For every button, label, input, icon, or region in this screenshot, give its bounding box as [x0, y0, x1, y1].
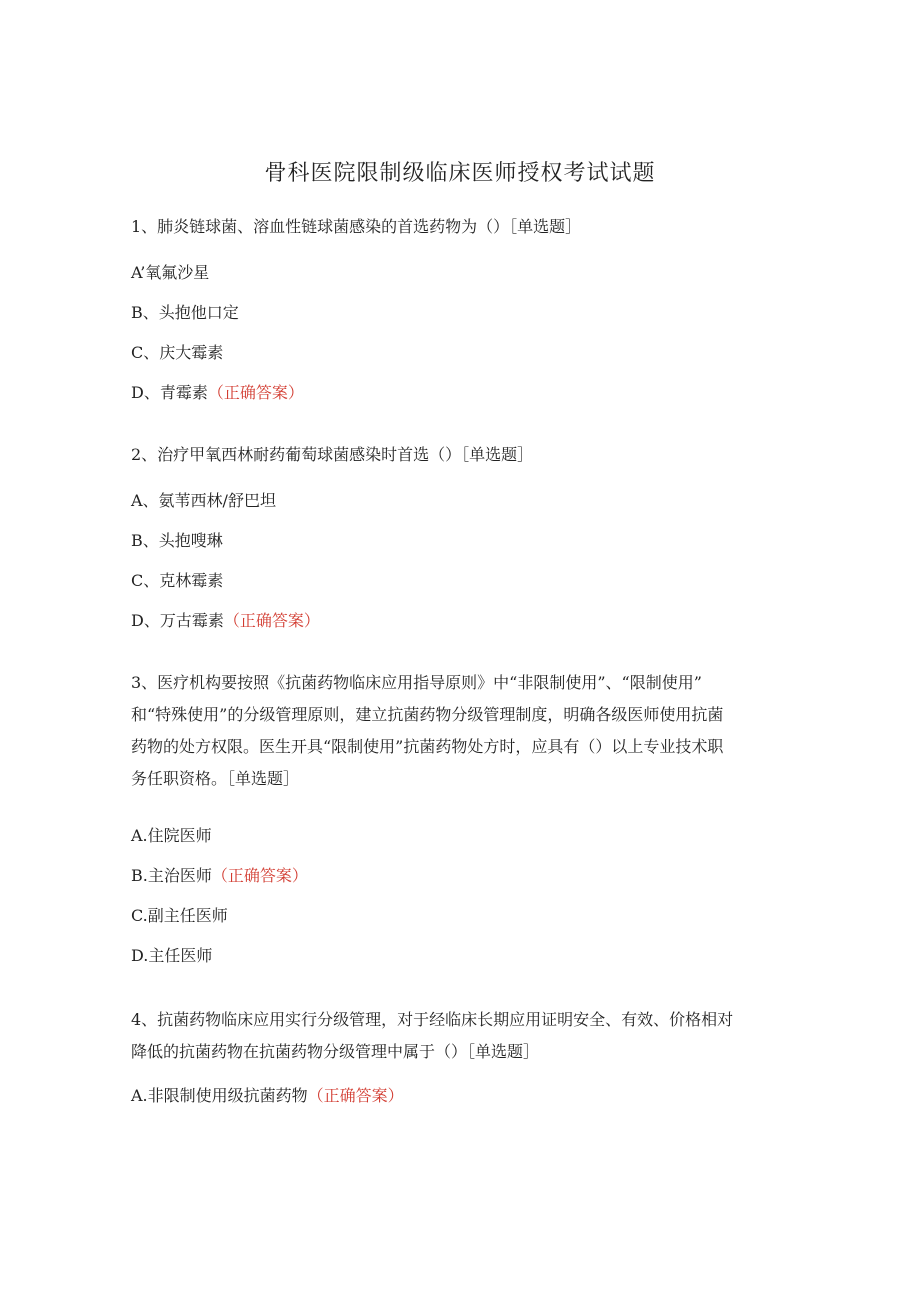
- question-3: [131, 667, 781, 795]
- question-3-line-3: 药物的处方权限。医生开具“限制使用”抗菌药物处方时，应具有（）以上专业技术职: [131, 737, 724, 756]
- question-3-line-4: 务任职资格。［单选题］: [131, 769, 300, 788]
- question-1-option-c: C、庆大霉素: [131, 343, 224, 362]
- question-3-option-a: A.住院医师: [131, 826, 212, 845]
- question-2-option-d: D、万古霉素（正确答案）: [131, 611, 320, 630]
- question-3-line-1: 3、医疗机构要按照《抗菌药物临床应用指导原则》中“非限制使用”、“限制使用”: [131, 673, 702, 692]
- question-2-option-b: B、头抱嗖琳: [131, 531, 223, 550]
- question-1: 1、肺炎链球菌、溶血性链球菌感染的首选药物为（）［单选题］: [131, 217, 582, 236]
- question-3-option-b: B.主治医师（正确答案）: [131, 866, 308, 885]
- question-4-line-1: 4、抗菌药物临床应用实行分级管理，对于经临床长期应用证明安全、有效、价格相对: [131, 1010, 734, 1029]
- question-2: 2、治疗甲氧西林耐药葡萄球菌感染时首选（）［单选题］: [131, 445, 534, 464]
- correct-answer-mark: （正确答案）: [207, 383, 304, 402]
- question-4-option-a: A.非限制使用级抗菌药物（正确答案）: [131, 1086, 404, 1105]
- question-1-option-b: B、头抱他口定: [131, 303, 239, 322]
- correct-answer-mark: （正确答案）: [211, 866, 308, 885]
- question-2-option-c: C、克林霉素: [131, 571, 224, 590]
- question-2-option-a: A、氨苇西林/舒巴坦: [131, 491, 276, 510]
- page-title: 骨科医院限制级临床医师授权考试试题: [264, 161, 656, 186]
- correct-answer-mark: （正确答案）: [223, 611, 320, 630]
- question-3-option-c: C.副主任医师: [131, 906, 228, 925]
- question-4: [131, 1004, 781, 1068]
- correct-answer-mark: （正确答案）: [307, 1086, 404, 1105]
- question-1-option-a: A’氧氟沙星: [131, 263, 210, 282]
- question-3-option-d: D.主任医师: [131, 946, 213, 965]
- question-1-option-d: D、青霉素（正确答案）: [131, 383, 304, 402]
- question-3-line-2: 和“特殊使用”的分级管理原则，建立抗菌药物分级管理制度，明确各级医师使用抗菌: [131, 705, 724, 724]
- question-4-line-2: 降低的抗菌药物在抗菌药物分级管理中属于（）［单选题］: [131, 1042, 540, 1061]
